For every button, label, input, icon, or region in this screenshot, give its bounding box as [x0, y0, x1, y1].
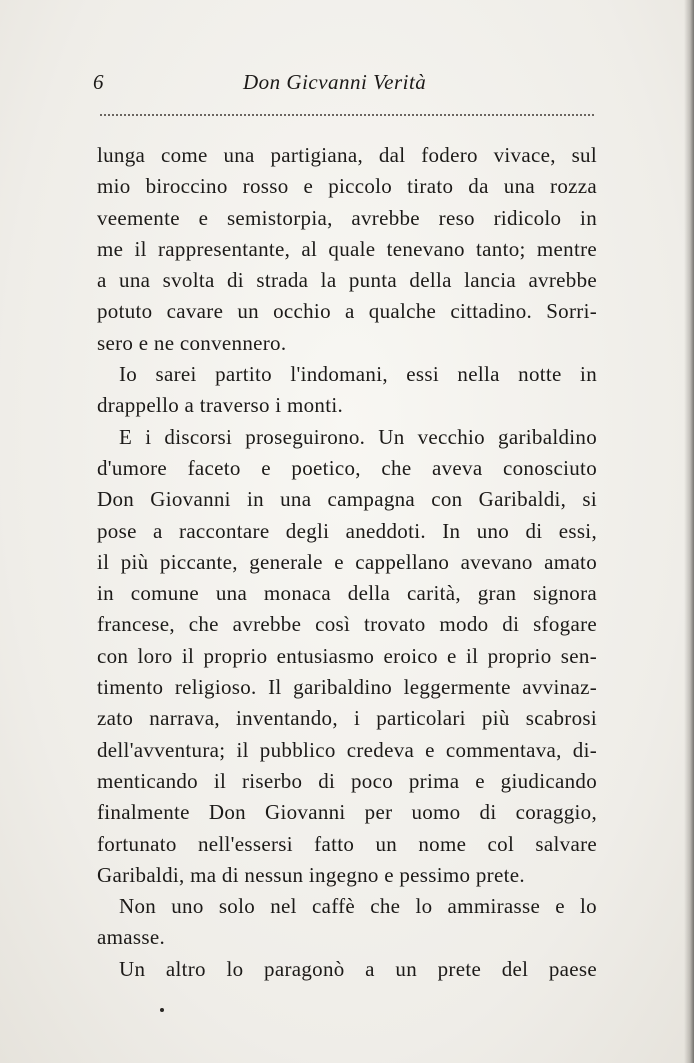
text-line: lunga come una partigiana, dal fodero vivace, sul	[97, 143, 597, 167]
text-line: Non uno solo nel caffè che lo ammirasse e lo	[119, 894, 597, 919]
page-header	[93, 70, 593, 100]
header-dotted-rule	[100, 114, 594, 116]
text-line: potuto cavare un occhio a qualche cittadino. Sorri-	[97, 299, 597, 324]
body-text	[97, 140, 597, 985]
text-line: menticando il riserbo di poco prima e giudicando	[97, 768, 597, 793]
text-line: con loro il proprio entusiasmo eroico e il proprio sen-	[97, 643, 597, 668]
running-title: Don Gicvanni Verità	[243, 70, 427, 94]
page-number: 6	[93, 70, 104, 94]
text-line: veemente e semistorpia, avrebbe reso ridicolo in	[97, 205, 597, 230]
text-line: Garibaldi, ma di nessun ingegno e pessimo prete.	[97, 862, 525, 887]
text-line: me il rappresentante, al quale tenevano tanto; mentre	[97, 236, 597, 261]
text-line: Don Giovanni in una campagna con Garibaldi, si	[97, 487, 597, 512]
text-line: francese, che avrebbe così trovato modo di sfogare	[97, 612, 597, 637]
text-line: timento religioso. Il garibaldino leggermente avvinaz-	[97, 675, 597, 700]
text-line: sero e ne convennero.	[97, 330, 287, 355]
text-line: pose a raccontare degli aneddoti. In uno di essi,	[97, 518, 597, 543]
text-line: dell'avventura; il pubblico credeva e commentava, di-	[97, 737, 597, 762]
text-line: amasse.	[97, 925, 165, 950]
text-line: mio biroccino rosso e piccolo tirato da una rozza	[97, 174, 597, 199]
text-line: il più piccante, generale e cappellano avevano amato	[97, 549, 597, 574]
text-line: fortunato nell'essersi fatto un nome col salvare	[97, 831, 597, 856]
text-line: in comune una monaca della carità, gran signora	[97, 581, 597, 606]
text-line: zato narrava, inventando, i particolari più scabrosi	[97, 706, 597, 731]
text-line: Un altro lo paragonò a un prete del paese	[119, 956, 597, 981]
text-line: a una svolta di strada la punta della lancia avrebbe	[97, 268, 597, 293]
text-line: drappello a traverso i monti.	[97, 393, 344, 418]
text-line: finalmente Don Giovanni per uomo di coraggio,	[97, 800, 597, 825]
page-edge-shadow	[684, 0, 694, 1063]
ink-speck	[160, 1008, 164, 1012]
text-line: Io sarei partito l'indomani, essi nella notte in	[119, 362, 597, 387]
text-line: E i discorsi proseguirono. Un vecchio garibaldino	[119, 424, 597, 449]
text-line: d'umore faceto e poetico, che aveva conosciuto	[97, 455, 597, 480]
